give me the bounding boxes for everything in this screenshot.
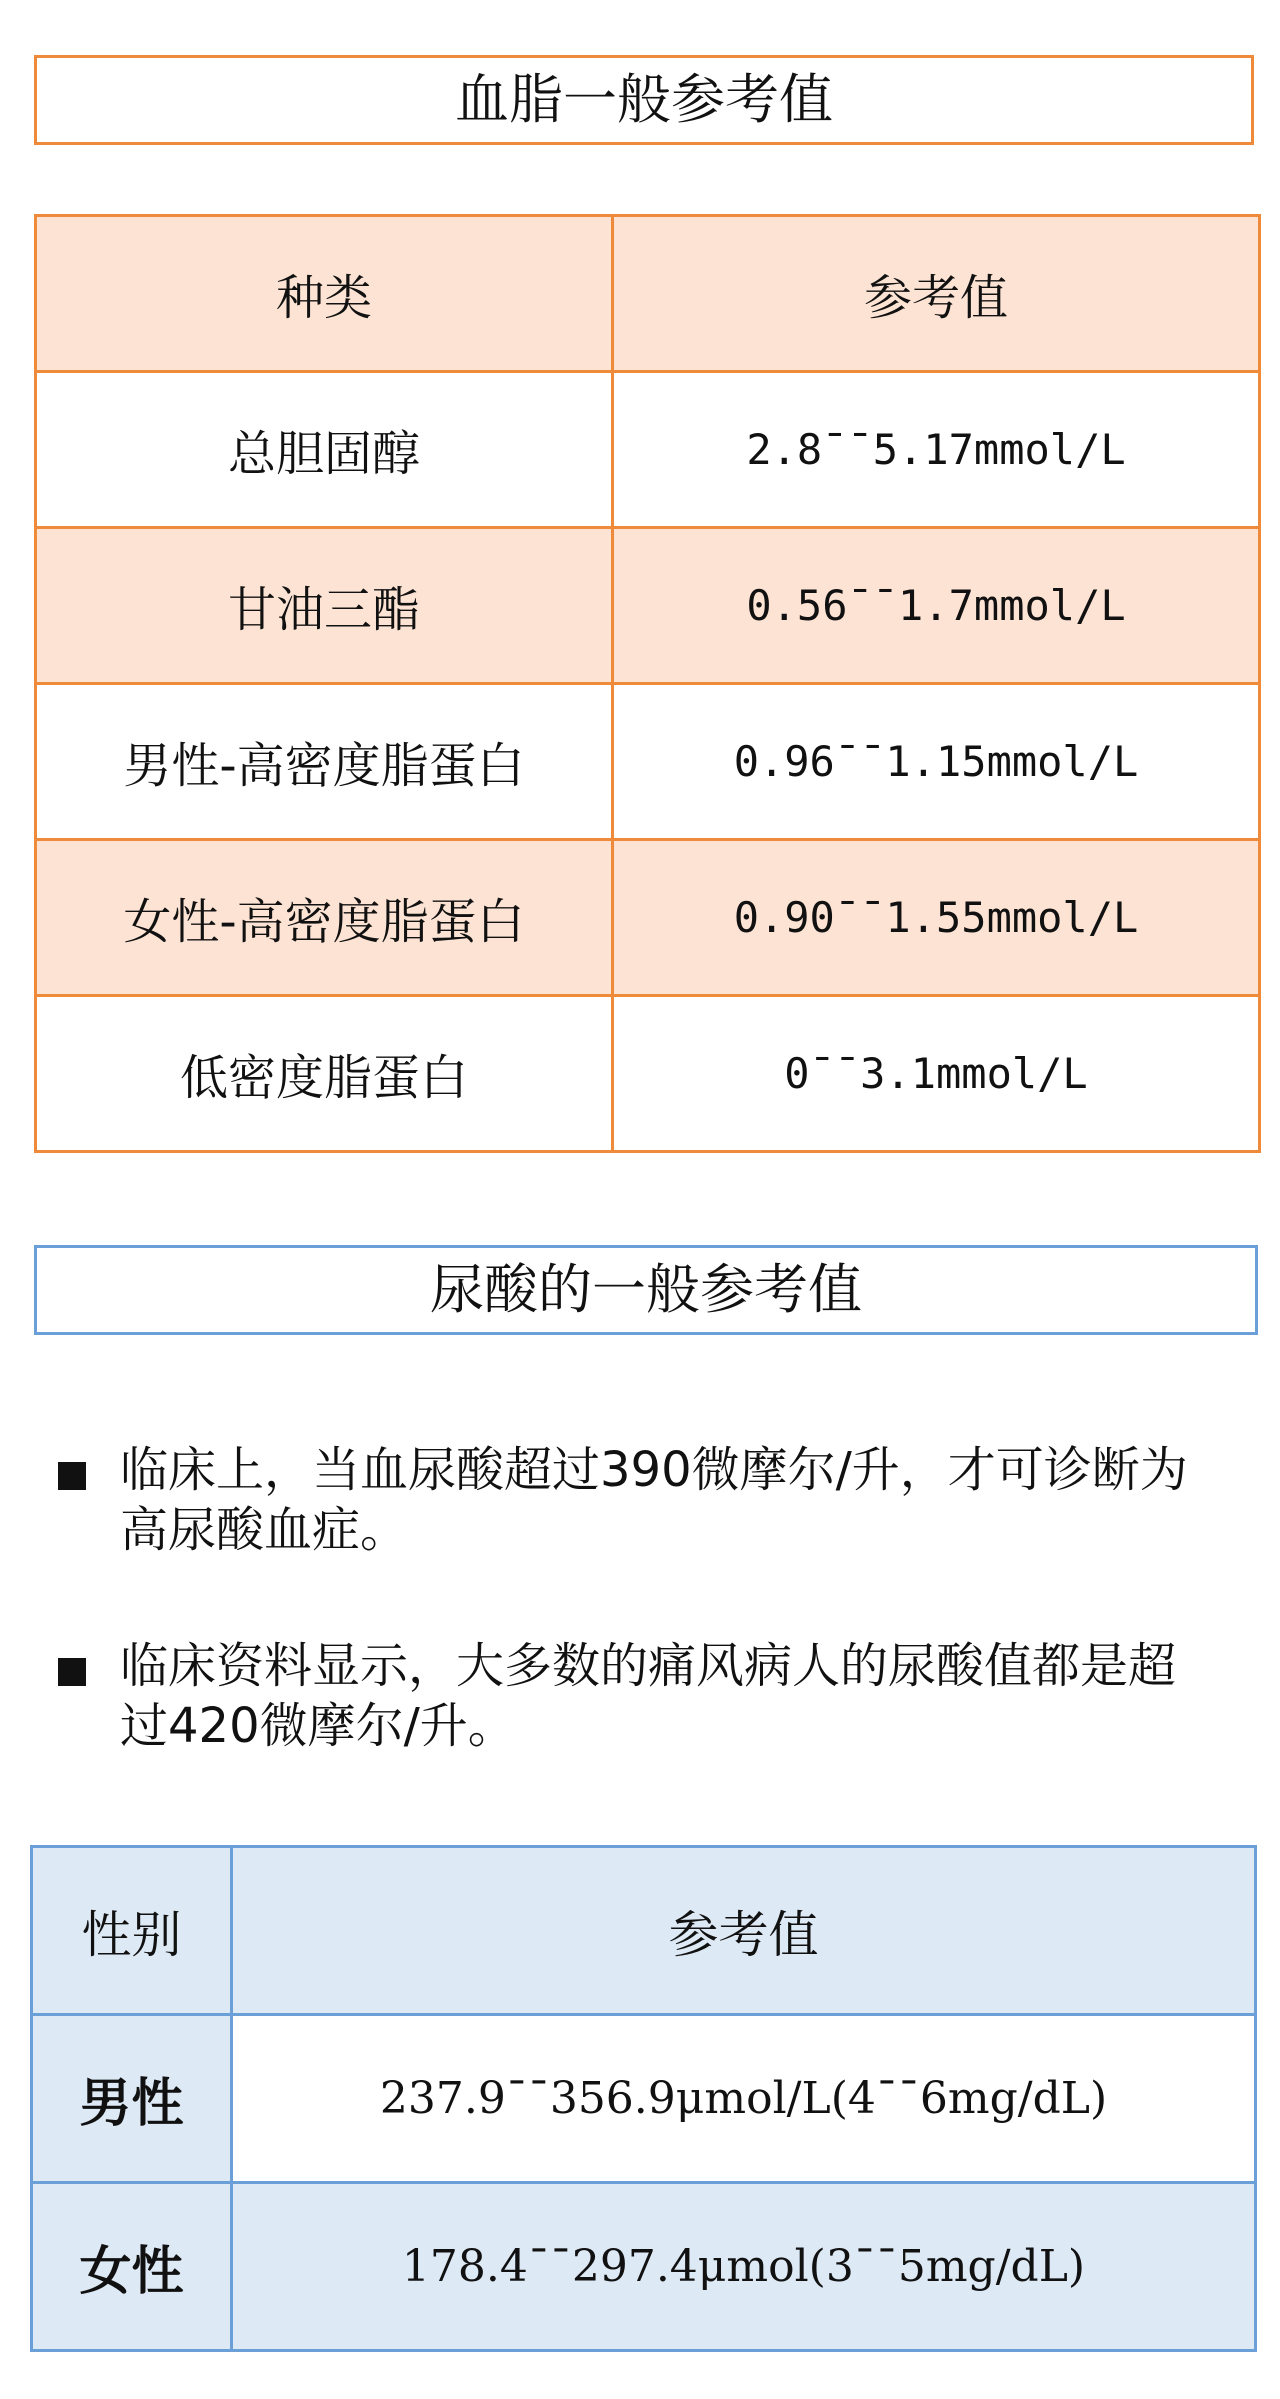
square-bullet-icon [58,1462,86,1490]
lipid-header-reference: 参考值 [613,216,1260,372]
square-bullet-icon [58,1658,86,1686]
uric-sex-cell: 女性 [32,2183,232,2351]
lipid-header-kind: 种类 [36,216,613,372]
lipid-value-cell: 2.8¯¯5.17mmol/L [613,372,1260,528]
uric-header-reference: 参考值 [232,1847,1256,2015]
lipid-section-title: 血脂一般参考值 [34,55,1254,145]
lipid-value-cell: 0.56¯¯1.7mmol/L [613,528,1260,684]
table-row [36,840,1260,996]
lipid-kind-cell: 低密度脂蛋白 [36,996,613,1152]
uric-table-header-row [32,1847,1256,2015]
lipid-kind-cell: 男性-高密度脂蛋白 [36,684,613,840]
uric-bullet-list [58,1440,1208,1832]
table-row [36,528,1260,684]
uric-reference-table [30,1845,1257,2352]
lipid-kind-cell: 女性-高密度脂蛋白 [36,840,613,996]
lipid-value-cell: 0.90¯¯1.55mmol/L [613,840,1260,996]
table-row [36,372,1260,528]
list-item [58,1636,1208,1756]
uric-value-cell: 178.4¯¯297.4μmol(3¯¯5mg/dL) [232,2183,1256,2351]
list-item [58,1440,1208,1560]
table-row [36,684,1260,840]
lipid-value-cell: 0.96¯¯1.15mmol/L [613,684,1260,840]
table-row [36,996,1260,1152]
uric-value-cell: 237.9¯¯356.9μmol/L(4¯¯6mg/dL) [232,2015,1256,2183]
bullet-text: 临床资料显示，大多数的痛风病人的尿酸值都是超过420微摩尔/升。 [120,1638,1177,1754]
table-row [32,2183,1256,2351]
lipid-reference-table [34,214,1261,1153]
uric-sex-cell: 男性 [32,2015,232,2183]
lipid-kind-cell: 总胆固醇 [36,372,613,528]
lipid-kind-cell: 甘油三酯 [36,528,613,684]
lipid-value-cell: 0¯¯3.1mmol/L [613,996,1260,1152]
uric-header-sex: 性别 [32,1847,232,2015]
lipid-table-header-row [36,216,1260,372]
bullet-text: 临床上，当血尿酸超过390微摩尔/升，才可诊断为高尿酸血症。 [120,1442,1188,1558]
uric-section-title: 尿酸的一般参考值 [34,1245,1258,1335]
table-row [32,2015,1256,2183]
